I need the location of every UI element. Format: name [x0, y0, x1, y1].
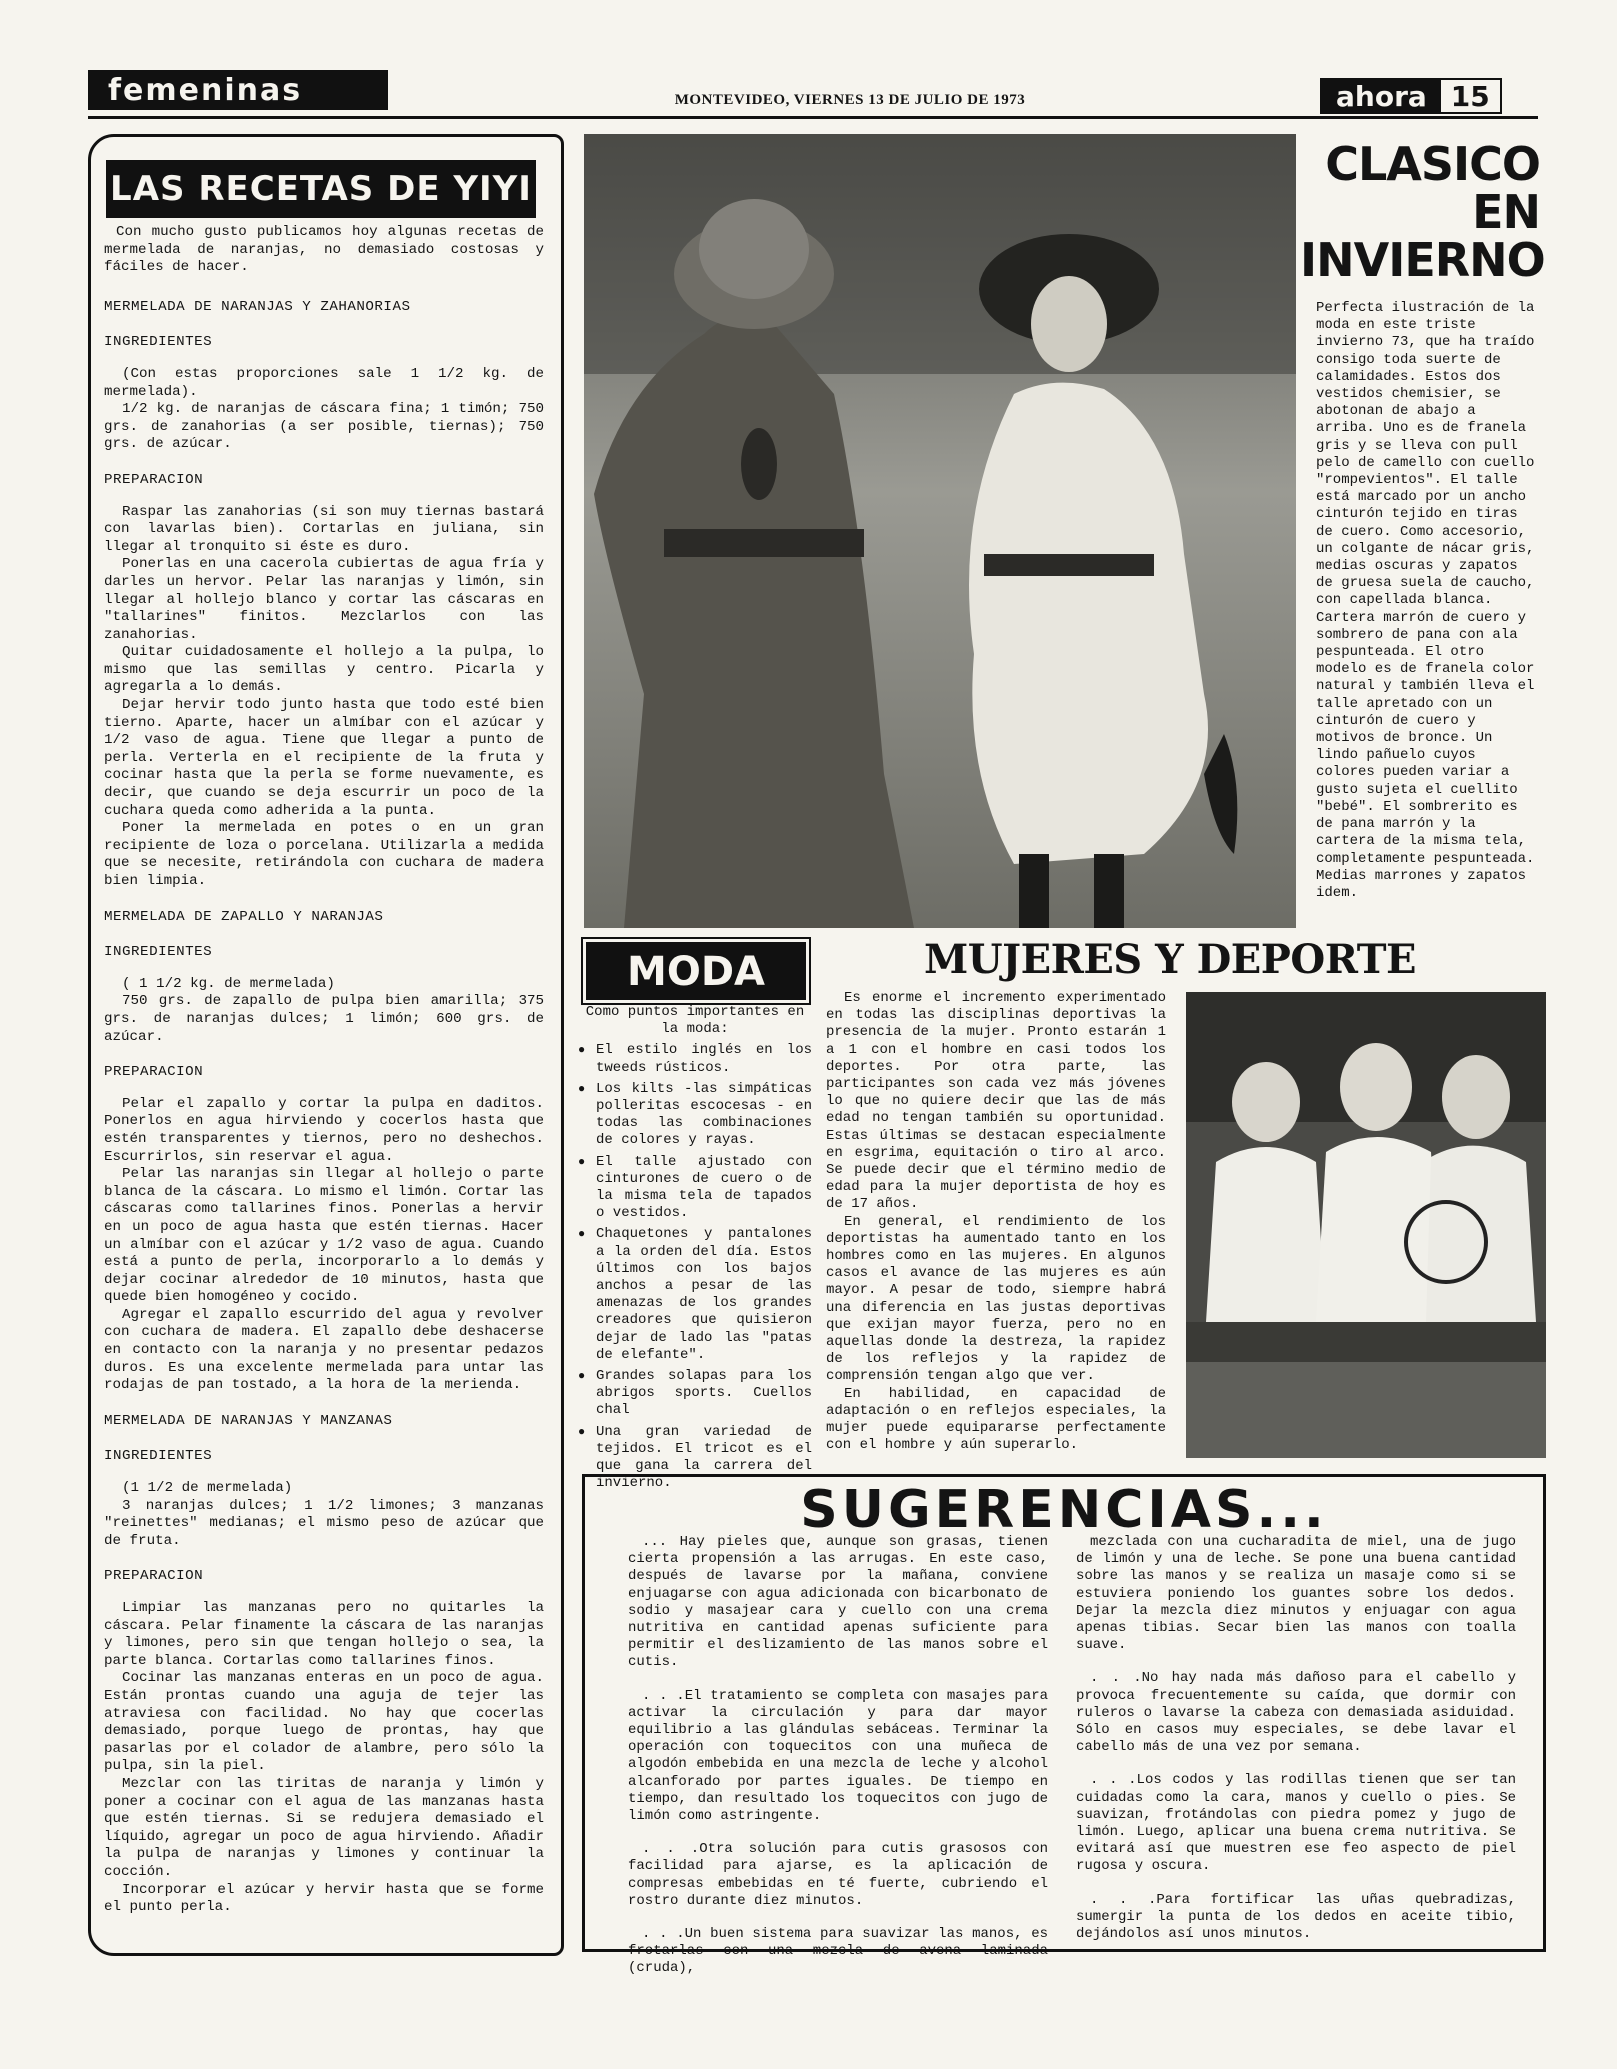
sugerencias-left-column	[628, 1534, 1048, 1977]
recipes-text	[104, 224, 544, 1944]
moda-list-item: ● Los kilts -las simpáticas polleritas escocesas - en todas las combinaciones de colores y rayas.	[578, 1081, 812, 1150]
prep-step: Agregar el zapallo escurrido del agua y revolver con cuchara de madera. El zapallo debe deshacerse en contacto con la naranja y no presentar pedazos duros. Es una excelente mermelada para untar las rodajas de pan tostado, a la hora de la merienda.	[104, 1306, 544, 1394]
prep-step: Poner la mermelada en potes o en un gran recipiente de loza o porcelana. Utilizarla a medida que se necesite, retirándola con cuchara de madera bien limpia.	[104, 820, 544, 889]
deporte-paragraph: Es enorme el incremento experimentado en todas las disciplinas deportivas la presencia de la mujer. Pronto estarán 1 a 1 con el hombre en casi todos los deportes. Por otra parte, las participantes son cada vez más jóvenes lo que no quiere decir que las de más edad no tengan también su oportunidad. Estas últimas se destacan especialmente en esgrima, equitación o tiro al arco. Se puede decir que el término medio de edad para la mujer deportista de hoy es de 17 años.	[826, 990, 1166, 1213]
prep-step: Quitar cuidadosamente el hollejo a la pulpa, lo mismo que las semillas y centro. Picarla y agregarla a lo demás.	[104, 644, 544, 696]
prep-step: Dejar hervir todo junto hasta que todo esté bien tierno. Aparte, hacer un almíbar con el azúcar y 1/2 vaso de agua. Tiene que llegar a punto de perla. Verterla en el recipiente de la fruta y cocinar hasta que la perla se forme nuevamente, es decir, que cuando se deja escurrir un poco de la cuchara queda como adherida a la punta.	[104, 697, 544, 819]
prep-step: Limpiar las manzanas pero no quitarles la cáscara. Pelar finamente la cáscara de las naranjas y limones, pero sin que tengan hollejo o sea, la parte blanca. Cortarlas como tallarines finos.	[104, 1600, 544, 1669]
sugerencia-paragraph: mezclada con una cucharadita de miel, una de jugo de limón y una de leche. Se pone una buena cantidad sobre las manos y se realiza un masaje como si se estuviera poniendo los guantes sobre los dedos. Dejar la mezcla diez minutos y enjuagar con agua apenas tibias. Secar bien las manos con toalla suave.	[1076, 1534, 1516, 1654]
clasico-title-line: INVIERNO	[1300, 233, 1545, 287]
recipe-title: MERMELADA DE ZAPALLO Y NARANJAS	[104, 908, 384, 925]
moda-list-item: ● Grandes solapas para los abrigos sports. Cuellos chal	[578, 1368, 812, 1420]
moda-text	[578, 1004, 812, 1496]
ingredients-list: 1/2 kg. de naranjas de cáscara fina; 1 timón; 750 grs. de zanahorias (a ser posible, tiernas); 750 grs. de azúcar.	[104, 401, 544, 453]
ingredients-note: ( 1 1/2 kg. de mermelada)	[122, 975, 335, 992]
page-number: 15	[1450, 79, 1490, 113]
sugerencia-paragraph: . . .Los codos y las rodillas tienen que ser tan cuidadas como la cara, manos y cuello o pies. Se suavizan, frotándolas con piedra pomez y jugo de limón. Luego, aplicar una buena crema nutritiva. Se evitará así que muestren ese feo aspecto de piel rugosa y oscura.	[1076, 1772, 1516, 1875]
ingredients-list: 3 naranjas dulces; 1 1/2 limones; 3 manzanas "reinettes" medianas; el mismo peso de azúcar que de fruta.	[104, 1497, 544, 1549]
sugerencia-paragraph: . . .El tratamiento se completa con masajes para activar la circulación y para dar mayor equilibrio a las glándulas sebáceas. Terminar la operación con toquecitos con una muñeca de algodón embebida en una mezcla de leche y alcohol alcanforado por partes iguales. De tiempo en tiempo, dan resultado los toquecitos con jugo de limón como astringente.	[628, 1687, 1048, 1825]
sugerencia-paragraph: . . .Para fortificar las uñas quebradizas, sumergir la punta de los dedos en aceite tibio, dejándolos así unos minutos.	[1076, 1891, 1516, 1943]
moda-list	[578, 1042, 812, 1492]
clasico-title-line: EN	[1472, 185, 1540, 239]
prep-step: Pelar el zapallo y cortar la pulpa en daditos. Ponerlos en agua hirviendo y cocerlos hasta que estén transparentes y tiernos, pero no deshechos. Escurrirlos, sin reservar el agua.	[104, 1095, 544, 1165]
sugerencias-title: SUGERENCIAS...	[800, 1480, 1328, 1540]
tennis-photo	[1186, 992, 1546, 1458]
prep-step: Ponerlas en una cacerola cubiertas de agua fría y darles un hervor. Pelar las naranjas y limón, sin llegar al hollejo blanco y cortar las cáscaras en "tallarines" finitos. Mezclarlos con las zanahorias.	[104, 556, 544, 643]
sugerencia-paragraph: . . .Un buen sistema para suavizar las manos, es frotarlas con una mezcla de avena laminada (cruda),	[628, 1926, 1048, 1977]
dateline: MONTEVIDEO, VIERNES 13 DE JULIO DE 1973	[674, 92, 1026, 108]
clasico-title-line: CLASICO	[1325, 137, 1540, 191]
deporte-title: MUJERES Y DEPORTE	[924, 936, 1416, 983]
recipes-intro: Con mucho gusto publicamos hoy algunas recetas de mermelada de naranjas, no demasiado costosas y fáciles de hacer.	[104, 224, 544, 276]
prep-step: Mezclar con las tiritas de naranja y limón y poner a cocinar con el agua de las manzanas hasta que estén tiernas. Si se redujera demasiado el líquido, agregar un poco de agua hirviendo. Añadir la pulpa de naranjas y limones y continuar la cocción.	[104, 1775, 544, 1880]
preparation-label: PREPARACION	[104, 471, 204, 488]
sugerencia-paragraph: . . .Otra solución para cutis grasosos con facilidad para ajarse, es la aplicación de compresas embebidas en té fuerte, cubriendo el rostro durante diez minutos.	[628, 1841, 1048, 1909]
prep-step: Pelar las naranjas sin llegar al hollejo o parte blanca de la cáscara. Lo mismo el limón. Cortar las cáscaras como tallarines finos. Ponerlas a hervir en un poco de agua hasta que estén tiernas. Hacer un almíbar con el azúcar y 1/2 vaso de agua. Cuando está a punto de perla, incorporarlo a lo demás y dejar cocinar alrededor de 10 minutos, hasta que quede bien homogéneo y cocido.	[104, 1166, 544, 1306]
ingredients-list: 750 grs. de zapallo de pulpa bien amarilla; 375 grs. de naranjas dulces; 1 limón; 600 grs. de azúcar.	[104, 993, 544, 1045]
fashion-photo-illustration	[584, 134, 1296, 928]
prep-step: Cocinar las manzanas enteras en un poco de agua. Están prontas cuando una aguja de tejer las atraviesa con facilidad. No hay que cocerlas demasiado, porque luego de prontas, hay que pasarlas por el colador de alambre, pero sólo la pulpa, sin la piel.	[104, 1670, 544, 1775]
ingredients-label: INGREDIENTES	[104, 1448, 213, 1465]
brand-name: ahora	[1322, 80, 1441, 112]
recipe-title: MERMELADA DE NARANJAS Y MANZANAS	[104, 1412, 393, 1429]
clasico-text: Perfecta ilustración de la moda en este triste invierno 73, que ha traído consigo toda suerte de calamidades. Estos dos vestidos chemisier, se abotonan de abajo a arriba. Uno es de franela gris y se lleva con pull pelo de camello con cuello "rompevientos". El talle está marcado por un ancho cinturón tejido en tiras de cuero. Como accesorio, un colgante de nácar gris, medias oscuras y zapatos de gruesa suela de caucho, con capellada blanca. Cartera marrón de cuero y sombrero de pana con ala pespunteada. El otro modelo es de franela color natural y también lleva el talle apretado con un cinturón de cuero y motivos de bronce. Un lindo pañuelo cuyos colores pueden variar a gusto sujeta el cuellito "bebé". El sombrerito es de pana marrón y la cartera de la misma tela, completamente pespunteada. Medias marrones y zapatos idem.	[1316, 300, 1535, 901]
ingredients-note: (1 1/2 de mermelada)	[122, 1480, 293, 1497]
section-header: femeninas	[88, 70, 388, 110]
prep-step: Raspar las zanahorias (si son muy tiernas bastará con lavarlas bien). Cortarlas en juliana, sin llegar al tronquito si éste es duro.	[104, 503, 544, 555]
moda-lead: Como puntos importantes en la moda:	[585, 1004, 805, 1038]
prep-step: Incorporar el azúcar y hervir hasta que se forme el punto perla.	[104, 1881, 544, 1916]
ingredients-label: INGREDIENTES	[104, 334, 213, 351]
brand-masthead	[1320, 78, 1502, 114]
recipe-title: MERMELADA DE NARANJAS Y ZAHANORIAS	[104, 298, 411, 315]
deporte-text	[826, 990, 1166, 1460]
moda-list-item: ● El talle ajustado con cinturones de cuero o de la misma tela de tapados o vestidos.	[578, 1154, 812, 1223]
preparation-label: PREPARACION	[104, 1064, 204, 1081]
deporte-paragraph: En habilidad, en capacidad de adaptación o en reflejos especiales, la mujer puede equipararse perfectamente con el hombre y aún superarlo.	[826, 1385, 1166, 1454]
moda-list-item: ● Chaquetones y pantalones a la orden del día. Estos últimos con los bajos anchos a pesar de las amenazas de los grandes creadores que quisieron dejar de lado las "patas de elefante".	[578, 1226, 812, 1364]
sugerencias-right-column	[1076, 1534, 1516, 1944]
ingredients-label: INGREDIENTES	[104, 944, 213, 961]
moda-list-item: ● El estilo inglés en los tweeds rústicos.	[578, 1042, 812, 1076]
ingredients-note: (Con estas proporciones sale 1 1/2 kg. de mermelada).	[104, 365, 544, 400]
sugerencia-paragraph: . . .No hay nada más dañoso para el cabello y provoca frecuentemente su caída, que dormir con ruleros o lavarse la cabeza con demasiada asiduidad. Sólo en casos muy especiales, se debe lavar el cabello más de una vez por semana.	[1076, 1670, 1516, 1756]
moda-title: MODA	[586, 942, 806, 1000]
clasico-title	[1300, 137, 1545, 287]
deporte-paragraph: En general, el rendimiento de los deportistas ha aumentado tanto en los hombres como en las mujeres. En algunos casos el avance de las mujeres es aún mayor. A pesar de todo, siempre habrá una diferencia en las justas deportivas que exijan mayor fuerza, pero no en aquellas donde la destreza, la rapidez de los reflejos y la rapidez de comprensión tengan algo que ver.	[826, 1213, 1166, 1385]
recipes-title: LAS RECETAS DE YIYI	[106, 160, 536, 218]
header-rule	[88, 116, 1538, 119]
preparation-label: PREPARACION	[104, 1568, 204, 1585]
moda-list-item: ● Una gran variedad de tejidos. El tricot es el que gana la carrera del invierno.	[578, 1424, 812, 1493]
fashion-photo	[584, 134, 1296, 928]
sugerencia-paragraph: ... Hay pieles que, aunque son grasas, tienen cierta propensión a las arrugas. En este caso, después de lavarse por la mañana, conviene enjuagarse con agua adicionada con bicarbonato de sodio y masajear cara y cuello con una crema nutritiva en cantidad apenas suficiente para permitir el deslizamiento de las manos sobre el cutis.	[628, 1534, 1048, 1671]
tennis-photo-illustration	[1186, 992, 1546, 1458]
